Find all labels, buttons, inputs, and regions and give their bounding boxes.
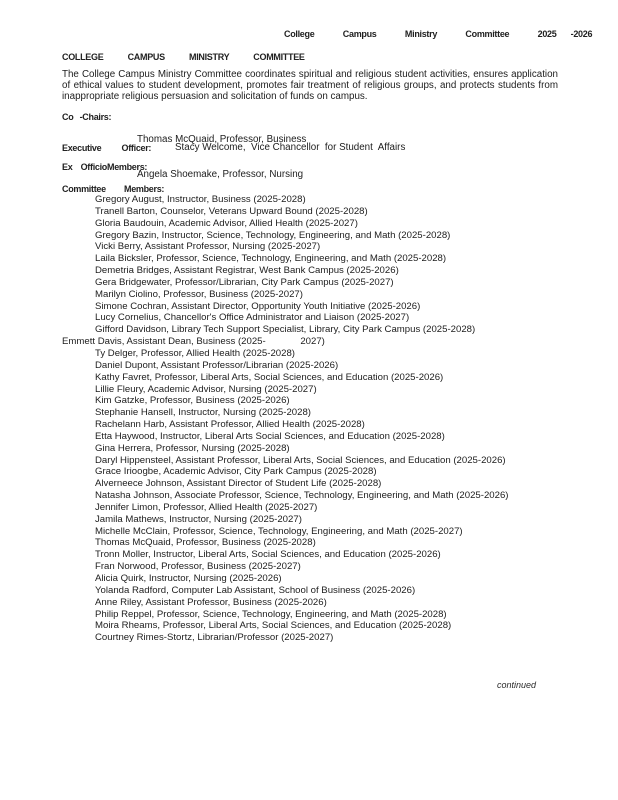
member-row: Gera Bridgewater, Professor/Librarian, City Park Campus (2025-2027) [95,276,394,288]
member-row: Demetria Bridges, Assistant Registrar, West Bank Campus (2025-2026) [95,265,399,277]
member-row: Moira Rheams, Professor, Liberal Arts, Social Sciences, and Education (2025-2028) [95,620,452,632]
member-row: Alverneece Johnson, Assistant Director of Student Life (2025-2028) [95,478,382,490]
member-row: Stephanie Hansell, Instructor, Nursing (2025-2028) [95,407,311,419]
member-row: Lucy Cornelius, Chancellor's Office Administrator and Liaison (2025-2027) [95,312,410,324]
continued-note: continued [497,680,537,690]
member-row: Laila Bicksler, Professor, Science, Technology, Engineering, and Math (2025-2028) [95,253,447,265]
member-row: Grace Irioogbe, Academic Advisor, City Park Campus (2025-2028) [95,466,377,478]
member-row: Gloria Baudouin, Academic Advisor, Allied Health (2025-2027) [95,217,358,229]
co-chairs-label: Co -Chairs: [62,112,112,122]
intro-paragraph: The College Campus Ministry Committee coordinates spiritual and religious student activities, ensures application of ethical values to student development, promotes fair treatment of religious groups, and protects students from inappropriate religious persuasion and solicitation of funds on campus. [62,69,558,102]
member-row: Gifford Davidson, Library Tech Support Specialist, Library, City Park Campus (2025-2028) [95,324,476,336]
member-row: Gregory August, Instructor, Business (2025-2028) [95,194,306,205]
co-chair-name: Thomas McQuaid, Professor, Business [137,134,307,146]
committee-members-label: Committee Members: [62,184,165,194]
co-chair-name: Angela Shoemake, Professor, Nursing [137,168,304,180]
member-row: Emmett Davis, Assistant Dean, Business (2025- 2027) [62,336,325,348]
member-row: Michelle McClain, Professor, Science, Technology, Engineering, and Math (2025-2027) [95,525,463,537]
members-list [62,194,602,644]
member-row: Lillie Fleury, Academic Advisor, Nursing (2025-2027) [95,383,317,395]
member-row: Philip Reppel, Professor, Science, Technology, Engineering, and Math (2025-2028) [95,608,447,620]
member-row: Daryl Hippensteel, Assistant Professor, Liberal Arts, Social Sciences, and Education (2025-2026) [95,454,506,466]
member-row: Simone Cochran, Assistant Director, Opportunity Youth Initiative (2025-2026) [95,300,421,312]
member-row: Ty Delger, Professor, Allied Health (2025-2028) [95,347,295,359]
ex-officio-members-label: Ex OfficioMembers: [62,162,148,172]
member-row: Thomas McQuaid, Professor, Business (2025-2028) [95,537,316,549]
member-row: Natasha Johnson, Associate Professor, Science, Technology, Engineering, and Math (2025-2026) [95,490,509,502]
member-row: Marilyn Ciolino, Professor, Business (2025-2027) [95,288,303,300]
member-row: Tranell Barton, Counselor, Veterans Upward Bound (2025-2028) [95,205,368,217]
executive-officer-name: Stacy Welcome, Vice Chancellor for Student Affairs [175,142,406,153]
member-row: Jamila Mathews, Instructor, Nursing (2025-2027) [95,513,302,525]
member-row: Vicki Berry, Assistant Professor, Nursing (2025-2027) [95,241,321,253]
page-title: COLLEGE CAMPUS MINISTRY COMMITTEE [62,52,305,62]
member-row: Etta Haywood, Instructor, Liberal Arts Social Sciences, and Education (2025-2028) [95,430,445,442]
member-row: Fran Norwood, Professor, Business (2025-2027) [95,561,301,573]
running-header: College Campus Ministry Committee 2025 -2026 [284,29,593,39]
member-row: Yolanda Radford, Computer Lab Assistant, School of Business (2025-2026) [95,584,416,596]
member-row: Gina Herrera, Professor, Nursing (2025-2028) [95,442,290,454]
member-row: Courtney Rimes-Stortz, Librarian/Professor (2025-2027) [95,632,334,644]
member-row: Rachelann Harb, Assistant Professor, Allied Health (2025-2028) [95,419,365,431]
member-row: Alicia Quirk, Instructor, Nursing (2025-2026) [95,573,282,584]
executive-officer-label: Executive Officer: [62,143,152,153]
member-row: Tronn Moller, Instructor, Liberal Arts, Social Sciences, and Education (2025-2026) [95,549,441,561]
member-row: Jennifer Limon, Professor, Allied Health (2025-2027) [95,501,318,513]
member-row: Daniel Dupont, Assistant Professor/Librarian (2025-2026) [95,359,339,371]
member-row: Kim Gatzke, Professor, Business (2025-2026) [95,395,290,407]
member-row: Kathy Favret, Professor, Liberal Arts, Social Sciences, and Education (2025-2026) [95,371,444,383]
member-row: Gregory Bazin, Instructor, Science, Technology, Engineering, and Math (2025-2028) [95,229,451,241]
member-row: Anne Riley, Assistant Professor, Business (2025-2026) [95,596,327,608]
